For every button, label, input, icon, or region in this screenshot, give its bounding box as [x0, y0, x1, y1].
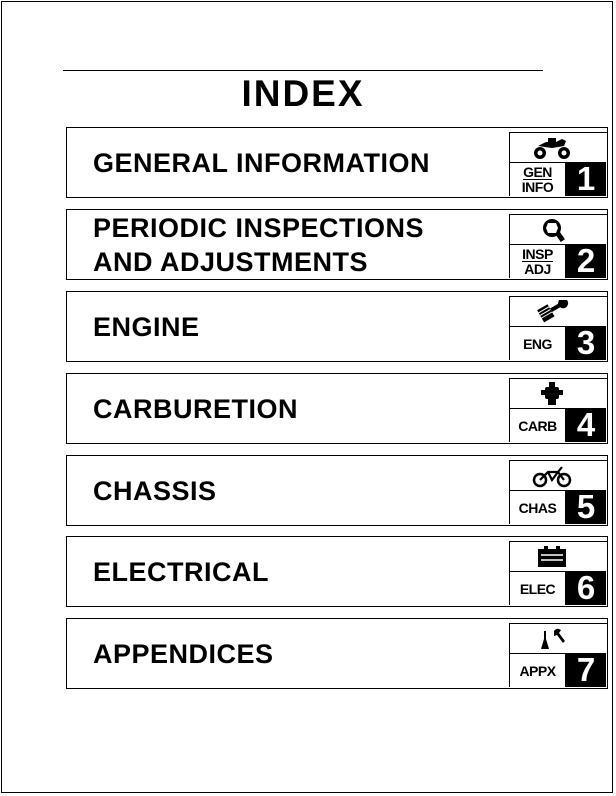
section-title-line: ELECTRICAL [93, 556, 269, 587]
section-tab[interactable] [509, 214, 607, 278]
section-title-line: AND ADJUSTMENTS [93, 246, 369, 277]
top-rule [63, 70, 543, 71]
tab-label: APPX [510, 653, 566, 687]
section-title [93, 374, 503, 443]
section-title [93, 292, 503, 361]
section-chassis[interactable] [66, 455, 608, 526]
tab-number: 7 [566, 653, 606, 687]
section-title [93, 619, 503, 688]
section-title-line: PERIODIC INSPECTIONS [93, 212, 425, 243]
section-title-line: GENERAL INFORMATION [93, 147, 430, 178]
tab-number: 2 [566, 244, 606, 278]
tab-number: 4 [566, 408, 606, 442]
section-title [93, 537, 503, 606]
tab-label: CARB [510, 408, 566, 442]
page-title: INDEX [241, 73, 365, 114]
section-tab[interactable] [509, 623, 607, 687]
atv-frame-icon [530, 463, 574, 489]
wrench-icon [530, 217, 574, 243]
section-tab[interactable] [509, 378, 607, 442]
tab-label: CHAS [510, 490, 566, 524]
section-tab[interactable] [509, 460, 607, 524]
section-electrical[interactable] [66, 536, 608, 607]
section-general-information[interactable] [66, 127, 608, 198]
tab-label: ENG [510, 326, 566, 360]
tab-number: 6 [566, 571, 606, 605]
section-title-line: ENGINE [93, 311, 200, 342]
section-title [93, 456, 503, 525]
piston-icon [530, 299, 574, 325]
section-title [93, 128, 503, 197]
section-tab[interactable] [509, 541, 607, 605]
section-carburetion[interactable] [66, 373, 608, 444]
section-tab[interactable] [509, 132, 607, 196]
tab-number: 5 [566, 490, 606, 524]
carburetor-icon [530, 381, 574, 407]
section-title-line: APPENDICES [93, 638, 274, 669]
section-appendices[interactable] [66, 618, 608, 689]
atv-icon [530, 135, 574, 161]
tools-icon [530, 626, 574, 652]
tab-label: GEN INFO [510, 162, 566, 196]
tab-number: 1 [566, 162, 606, 196]
section-tab[interactable] [509, 296, 607, 360]
tab-number: 3 [566, 326, 606, 360]
section-engine[interactable] [66, 291, 608, 362]
section-periodic-inspections[interactable] [66, 209, 608, 280]
battery-icon [530, 544, 574, 570]
section-title-line: CARBURETION [93, 393, 298, 424]
section-title [93, 210, 503, 279]
tab-label: ELEC [510, 571, 566, 605]
section-title-line: CHASSIS [93, 475, 217, 506]
tab-label: INSP ADJ [510, 244, 566, 278]
